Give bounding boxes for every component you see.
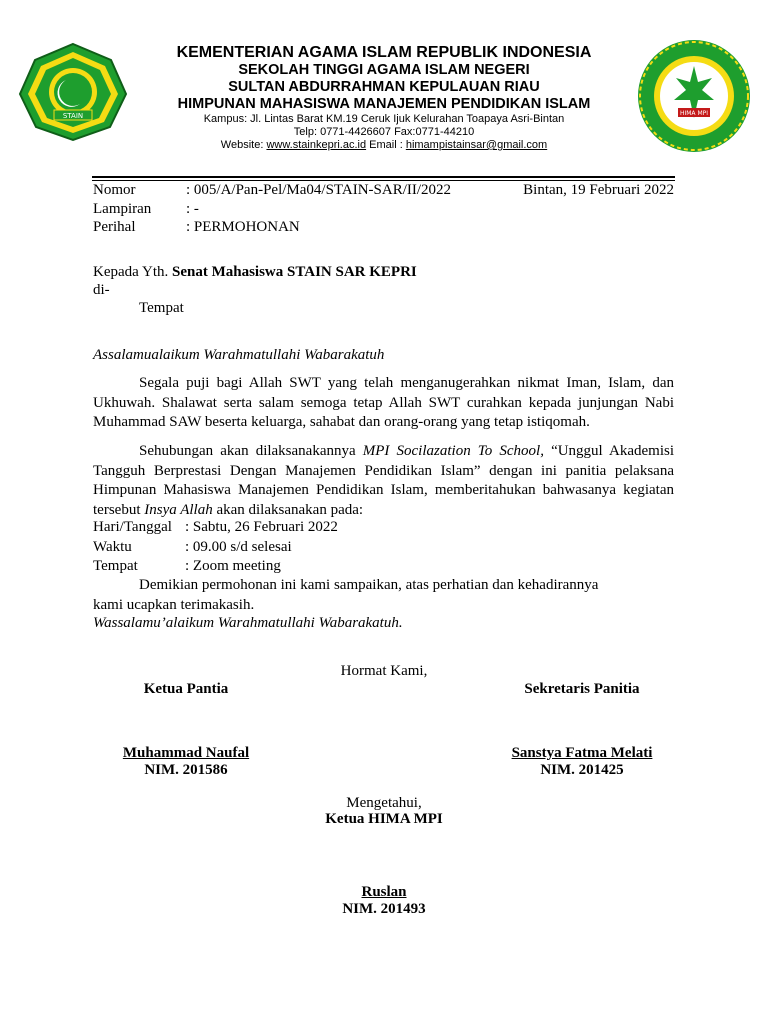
header-institution-name: SULTAN ABDURRAHMAN KEPULAUAN RIAU	[228, 79, 540, 95]
header-ministry: KEMENTERIAN AGAMA ISLAM REPUBLIK INDONESIA	[176, 44, 592, 61]
acknowledged: Mengetahui,	[346, 795, 422, 811]
right-signer-nim: NIM. 201425	[540, 762, 624, 778]
perihal-value: : PERMOHONAN	[186, 219, 300, 235]
website-label: Website:	[220, 139, 267, 151]
recipient-di: di-	[93, 282, 110, 298]
paragraph-2	[93, 442, 674, 520]
nomor-value: : 005/A/Pan-Pel/Ma04/STAIN-SAR/II/2022	[186, 182, 452, 198]
paragraph-2-intro: Sehubungan akan dilaksanakannya	[139, 443, 363, 459]
center-signer-name: Ruslan	[361, 884, 407, 900]
center-signer-title: Ketua HIMA MPI	[325, 811, 443, 827]
perihal-label: Perihal	[93, 219, 136, 235]
center-signer-nim: NIM. 201493	[342, 901, 426, 917]
letter-date: Bintan, 19 Februari 2022	[523, 182, 674, 198]
closing-line-2: kami ucapkan terimakasih.	[93, 597, 255, 613]
place-label: Tempat	[93, 558, 138, 574]
hima-mpi-logo	[636, 38, 752, 154]
paragraph-2-end: akan dilaksanakan pada:	[212, 501, 364, 518]
left-signer-name: Muhammad Naufal	[122, 745, 250, 761]
right-signer-name: Sanstya Fatma Melati	[511, 745, 653, 761]
recipient-line	[93, 263, 417, 282]
header-divider-thick	[92, 176, 675, 178]
header-institution: SEKOLAH TINGGI AGAMA ISLAM NEGERI	[238, 62, 530, 78]
header-organization: HIMPUNAN MAHASISWA MANAJEMEN PENDIDIKAN ISLAM	[177, 96, 591, 112]
lampiran-label: Lampiran	[93, 201, 152, 217]
left-signer-title: Ketua Pantia	[143, 681, 229, 697]
header-contact	[150, 139, 618, 152]
email-link[interactable]: himampistainsar@gmail.com	[405, 139, 548, 151]
svg-text:STAIN: STAIN	[62, 112, 84, 120]
day-value: : Sabtu, 26 Februari 2022	[185, 519, 338, 535]
recipient-name: Senat Mahasiswa STAIN SAR KEPRI	[172, 264, 417, 280]
regards: Hormat Kami,	[340, 663, 428, 679]
time-value: : 09.00 s/d selesai	[185, 539, 292, 555]
header-phone: Telp: 0771-4426607 Fax:0771-44210	[293, 126, 475, 138]
day-label: Hari/Tanggal	[93, 519, 172, 535]
closing-line-1: Demikian permohonan ini kami sampaikan, atas perhatian dan kehadirannya	[139, 577, 599, 593]
recipient-prefix: Kepada Yth.	[93, 264, 172, 280]
right-signer-title: Sekretaris Panitia	[524, 681, 640, 697]
paragraph-1	[93, 374, 674, 433]
website-link[interactable]: www.stainkepri.ac.id	[266, 139, 367, 151]
stain-logo	[18, 42, 128, 142]
header-address: Kampus: Jl. Lintas Barat KM.19 Ceruk Ijuk Kelurahan Toapaya Asri-Bintan	[203, 113, 565, 125]
email-label: Email :	[366, 139, 406, 151]
paragraph-1-text: Segala puji bagi Allah SWT yang telah menganugerahkan nikmat Iman, Islam, dan Ukhuwah. Shalawat serta salam semoga tetap Allah SWT curahkan kepada junjungan Nabi Muhammad SAW beserta keluarga, sahabat dan orang-orang yang tetap istiqomah.	[93, 375, 674, 430]
nomor-label: Nomor	[93, 182, 136, 198]
greeting: Assalamualaikum Warahmatullahi Wabarakatuh	[93, 347, 385, 363]
place-value: : Zoom meeting	[185, 558, 281, 574]
farewell: Wassalamu’alaikum Warahmatullahi Wabarakatuh.	[93, 615, 403, 631]
recipient-place: Tempat	[139, 300, 184, 316]
insya-allah: Insya Allah	[144, 501, 213, 518]
event-name: MPI Socilazation To School,	[362, 443, 544, 459]
time-label: Waktu	[93, 539, 132, 555]
paragraph-2-body: “Unggul Akademisi Tangguh Berprestasi Dengan Manajemen Pendidikan Islam” dengan ini panitia pelaksana Himpunan Mahasiswa Manajemen Pendidikan Islam, memberitahukan bahwasanya kegiatan tersebut	[93, 443, 674, 518]
lampiran-value: : -	[186, 201, 199, 217]
svg-text:HIMA MPI: HIMA MPI	[679, 110, 709, 117]
left-signer-nim: NIM. 201586	[144, 762, 228, 778]
